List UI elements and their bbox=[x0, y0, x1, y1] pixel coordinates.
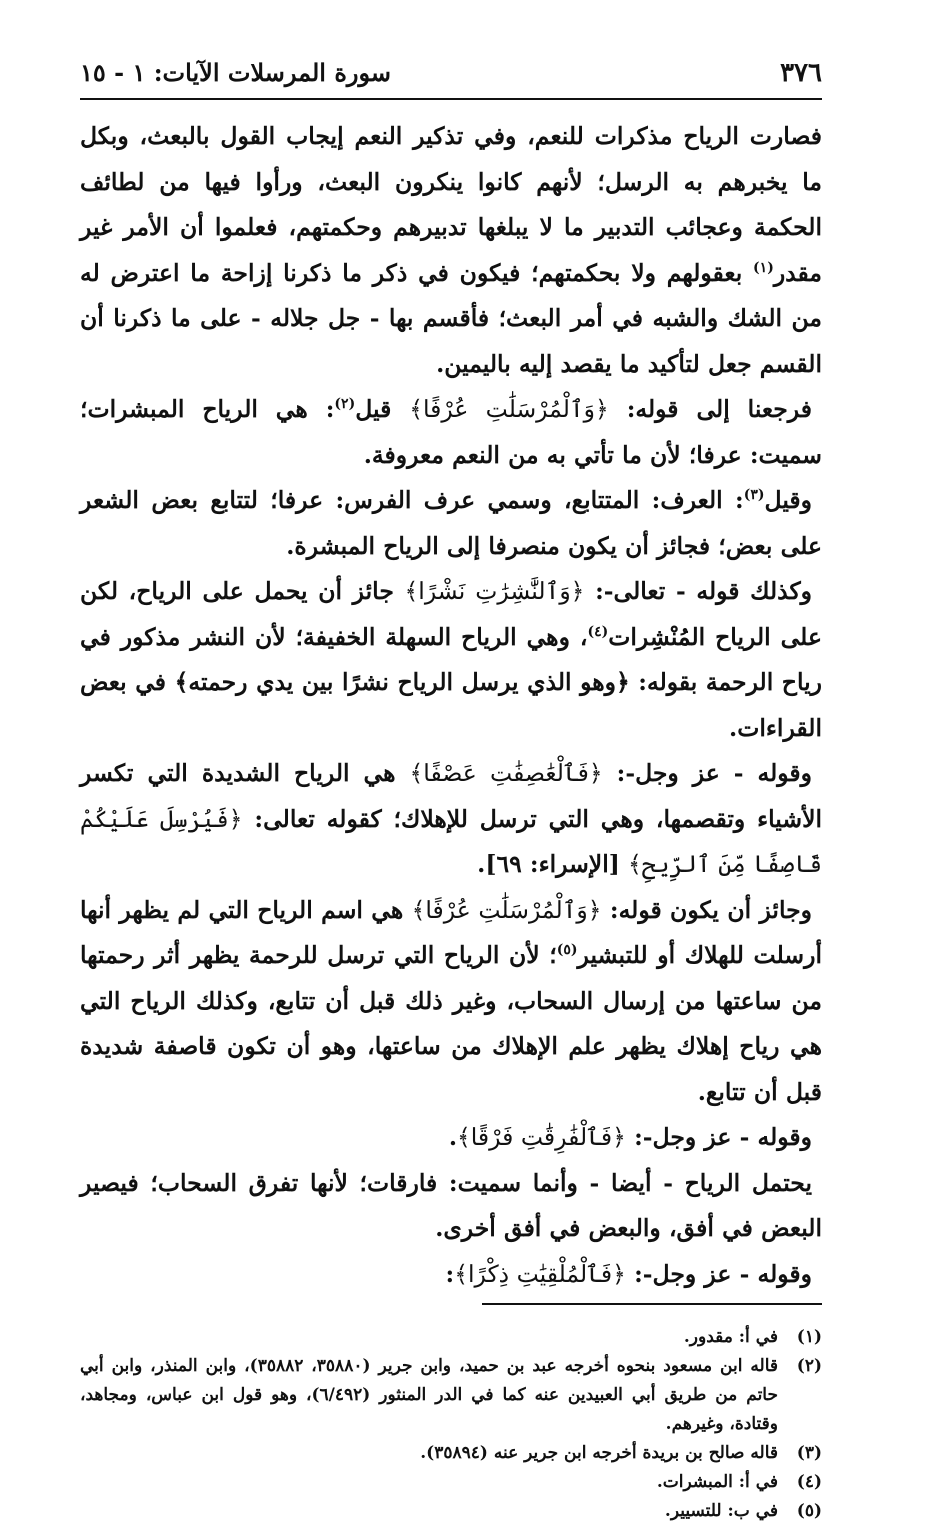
paragraph bbox=[80, 1115, 822, 1161]
quran-verse: ﴿فَٱلْعَٰصِفَٰتِ عَصْفًا﴾ bbox=[409, 759, 603, 787]
text-run: جائز أن يحمل على الرياح، لكن على الرياح المُنْشِرات bbox=[80, 577, 822, 651]
paragraph bbox=[80, 569, 822, 751]
paragraph bbox=[80, 751, 822, 888]
text-run: بعقولهم ولا بحكمتهم؛ فيكون في ذكر ما ذكرنا إزاحة ما اعترض له من الشك والشبه في أمر البعث؛ فأقسم بها - جل جلاله - على ما ذكرنا أن القسم جعل لتأكيد ما يقصد إليه باليمين. bbox=[80, 258, 822, 378]
footnotes bbox=[80, 1323, 822, 1526]
quran-verse: ﴿فَٱلْمُلْقِيَٰتِ ذِكْرًا﴾ bbox=[454, 1259, 626, 1288]
text-run: وقوله - عز وجل-: bbox=[602, 759, 812, 787]
footnote-number: (٣) bbox=[796, 1443, 822, 1463]
paragraph bbox=[80, 114, 822, 387]
footnote-item bbox=[80, 1323, 822, 1352]
footnote-item bbox=[80, 1439, 822, 1468]
running-title: سورة المرسلات الآيات: ١ - ١٥ bbox=[80, 58, 392, 87]
footnote-number: (٢) bbox=[796, 1356, 822, 1376]
quran-verse: ﴿وَٱلْمُرْسَلَٰتِ عُرْفًا﴾ bbox=[409, 395, 609, 423]
quran-verse: ﴿وَٱلْمُرْسَلَٰتِ عُرْفًا﴾ bbox=[411, 895, 602, 924]
footnote-ref: (٢) bbox=[334, 396, 356, 413]
text-run: فرجعنا إلى قوله: bbox=[608, 395, 812, 423]
paragraph bbox=[80, 478, 822, 569]
footnote-ref: (١) bbox=[753, 259, 774, 276]
main-text bbox=[80, 114, 822, 1297]
footnote-number: (٤) bbox=[796, 1472, 822, 1492]
paragraph bbox=[80, 1161, 822, 1252]
text-run: ، وهي الرياح السهلة الخفيفة؛ لأن النشر مذكور في رياح الرحمة بقوله: ﴿وهو الذي يرسل الرياح نشرًا بين يدي رحمته﴾ في بعض القراءات. bbox=[80, 622, 822, 742]
quran-verse: ﴿فَيُرْسِلَ عَلَيْكُمْ قَاصِفًا مِّنَ ٱلرِّيحِ﴾ bbox=[80, 804, 822, 878]
footnote-ref: (٥) bbox=[556, 942, 578, 959]
text-run: : العرف: المتتابع، وسمي عرف الفرس: عرفا؛ لتتابع بعض الشعر على بعض؛ فجائز أن يكون منصرفا إلى الرياح المبشرة. bbox=[80, 486, 822, 560]
footnote-item bbox=[80, 1468, 822, 1497]
footnote-number: (١) bbox=[796, 1327, 822, 1347]
paragraph bbox=[80, 387, 822, 478]
footnote-text: في أ: مقدور. bbox=[683, 1327, 778, 1347]
footnote-text: قاله صالح بن بريدة أخرجه ابن جرير عنه (٣٥٨٩٤). bbox=[420, 1443, 778, 1463]
text-run: ؛ لأن الرياح التي ترسل للرحمة يظهر أثر رحمتها من ساعتها من إرسال السحاب، وغير ذلك قبل أن تتابع، وكذلك الرياح التي هي رياح إهلاك يظهر علم الإهلاك من ساعتها، وهو أن تكون قاصفة شديدة قبل أن تتابع. bbox=[80, 941, 822, 1106]
footnote-text: في أ: المبشرات. bbox=[656, 1472, 778, 1492]
paragraph bbox=[80, 1252, 822, 1298]
footnote-text: في ب: للتسيير. bbox=[664, 1501, 778, 1521]
footnote-separator bbox=[482, 1303, 822, 1305]
text-run: هي اسم الرياح التي لم يظهر أنها أرسلت للهلاك أو للتبشير bbox=[80, 895, 822, 969]
text-run: : هي الرياح المبشرات؛ سميت: عرفا؛ لأن ما تأتي به من النعم معروفة. bbox=[80, 395, 822, 469]
text-run: وجائز أن يكون قوله: bbox=[601, 895, 812, 924]
text-run: هي الرياح الشديدة التي تكسر الأشياء وتقصمها، وهي التي ترسل للإهلاك؛ كقوله تعالى: bbox=[80, 759, 822, 833]
footnote-number: (٥) bbox=[796, 1501, 822, 1521]
paragraph bbox=[80, 888, 822, 1116]
footnote-item bbox=[80, 1352, 822, 1439]
footnote-item bbox=[80, 1497, 822, 1526]
book-page bbox=[80, 58, 822, 1526]
footnote-ref: (٤) bbox=[587, 623, 609, 640]
text-run: [الإسراء: ٦٩]. bbox=[477, 850, 629, 878]
text-run: وقيل bbox=[764, 486, 812, 514]
text-run: : bbox=[445, 1259, 455, 1288]
footnote-ref: (٣) bbox=[743, 487, 765, 504]
text-run: وقوله - عز وجل-: bbox=[625, 1259, 812, 1288]
page-number: ٣٧٦ bbox=[780, 58, 822, 88]
footnote-text: قاله ابن مسعود بنحوه أخرجه عبد بن حميد، وابن جرير (٣٥٨٨٠، ٣٥٨٨٢)، وابن المنذر، وابن أبي حاتم من طريق أبي العبيدين عنه كما في الدر المنثور (٦/٤٩٢)، وهو قول ابن عباس، ومجاهد، وقتادة، وغيرهم. bbox=[80, 1356, 778, 1434]
quran-verse: ﴿وَٱلنَّٰشِرَٰتِ نَشْرًا﴾ bbox=[404, 577, 585, 605]
text-run: يحتمل الرياح - أيضا - وأنما سميت: فارقات؛ لأنها تفرق السحاب؛ فيصير البعض في أفق، والبعض في أفق أخرى. bbox=[80, 1168, 822, 1242]
text-run: وكذلك قوله - تعالى-: bbox=[584, 577, 812, 605]
text-run: . bbox=[448, 1123, 457, 1151]
text-run: فصارت الرياح مذكرات للنعم، وفي تذكير النعم إيجاب القول بالبعث، وبكل ما يخبرهم به الرسل؛ لأنهم كانوا ينكرون البعث، ورأوا فيها من لطائف الحكمة وعجائب التدبير ما لا يبلغها تدبيرهم وحكمتهم، فعلموا أن الأمر غير مقدر bbox=[80, 122, 822, 287]
quran-verse: ﴿فَٱلْفَٰرِقَٰتِ فَرْقًا﴾ bbox=[457, 1123, 626, 1151]
page-header bbox=[80, 58, 822, 100]
text-run: وقوله - عز وجل-: bbox=[625, 1123, 812, 1151]
text-run: قيل bbox=[355, 395, 410, 423]
